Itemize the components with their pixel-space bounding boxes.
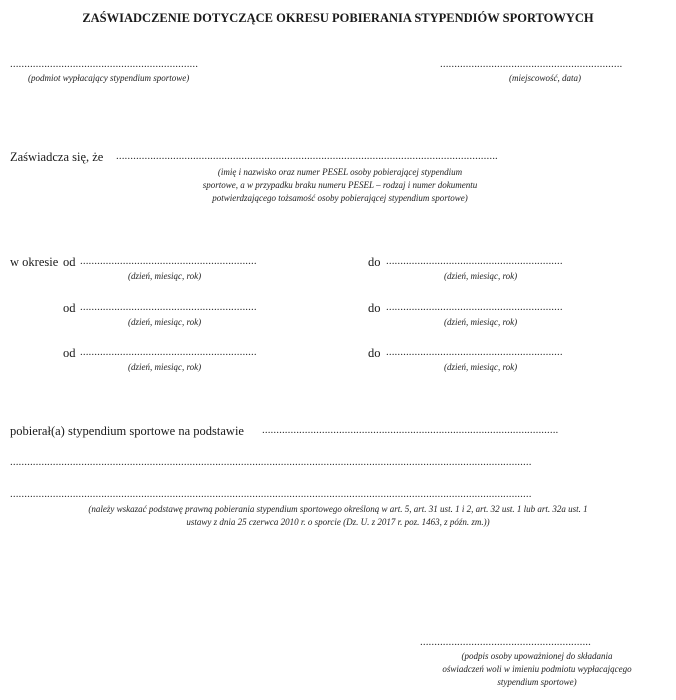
legal-basis-field[interactable]: ........................................................................................................ <box>262 424 559 436</box>
from-date-field[interactable]: .............................................................. <box>80 255 257 267</box>
certifies-caption-line: sportowe, a w przypadku braku numeru PESEL – rodzaj i numer dokumentu <box>202 180 478 190</box>
certifies-field[interactable]: ...................................................................................................................................... <box>116 150 498 162</box>
certifies-caption-line: potwierdzającego tożsamość osoby pobierającej stypendium sportowe) <box>212 193 468 203</box>
received-label: pobierał(a) stypendium sportowe na podstawie <box>10 424 244 438</box>
signature-caption <box>412 650 662 689</box>
legal-basis-line-2[interactable]: ....................................................................................................................................................................................... <box>10 456 532 468</box>
to-date-caption: (dzień, miesiąc, rok) <box>444 362 518 372</box>
from-date-caption: (dzień, miesiąc, rok) <box>128 317 202 327</box>
from-date-caption: (dzień, miesiąc, rok) <box>128 271 202 281</box>
from-date-field[interactable]: .............................................................. <box>80 346 257 358</box>
certifies-label: Zaświadcza się, że <box>10 150 104 164</box>
signature-caption-line: stypendium sportowe) <box>497 677 577 687</box>
legal-basis-line-3[interactable]: ....................................................................................................................................................................................... <box>10 488 532 500</box>
place-date-caption: (miejscowość, data) <box>509 73 581 83</box>
to-label: do <box>368 255 381 269</box>
signature-caption-line: (podpis osoby upoważnionej do składania <box>461 651 613 661</box>
to-date-caption: (dzień, miesiąc, rok) <box>444 271 518 281</box>
certifies-caption-line: (imię i nazwisko oraz numer PESEL osoby pobierającej stypendium <box>217 167 463 177</box>
payer-field[interactable]: .................................................................. <box>10 58 199 70</box>
to-label: do <box>368 301 381 315</box>
to-date-field[interactable]: .............................................................. <box>386 255 563 267</box>
place-date-field[interactable]: ................................................................ <box>440 58 623 70</box>
period-prefix: w okresie <box>10 255 59 269</box>
from-date-field[interactable]: .............................................................. <box>80 301 257 313</box>
payer-caption: (podmiot wypłacający stypendium sportowe) <box>28 73 190 83</box>
to-date-field[interactable]: .............................................................. <box>386 301 563 313</box>
signature-field[interactable]: ............................................................ <box>420 636 591 648</box>
legal-basis-caption <box>20 503 656 529</box>
from-label: od <box>63 346 76 360</box>
from-date-caption: (dzień, miesiąc, rok) <box>128 362 202 372</box>
legal-basis-caption-line: ustawy z dnia 25 czerwca 2010 r. o sporcie (Dz. U. z 2017 r. poz. 1463, z późn. zm.)) <box>186 517 490 527</box>
certifies-caption <box>130 166 550 205</box>
to-label: do <box>368 346 381 360</box>
legal-basis-caption-line: (należy wskazać podstawę prawną pobierania stypendium sportowego określoną w art. 5, art. 31 ust. 1 i 2, art. 32 ust. 1 lub art. 32a ust. 1 <box>88 504 588 514</box>
to-date-caption: (dzień, miesiąc, rok) <box>444 317 518 327</box>
signature-caption-line: oświadczeń woli w imieniu podmiotu wypłacającego <box>442 664 632 674</box>
from-label: od <box>63 255 76 269</box>
from-label: od <box>63 301 76 315</box>
document-title: ZAŚWIADCZENIE DOTYCZĄCE OKRESU POBIERANIA STYPENDIÓW SPORTOWYCH <box>82 11 594 25</box>
to-date-field[interactable]: .............................................................. <box>386 346 563 358</box>
